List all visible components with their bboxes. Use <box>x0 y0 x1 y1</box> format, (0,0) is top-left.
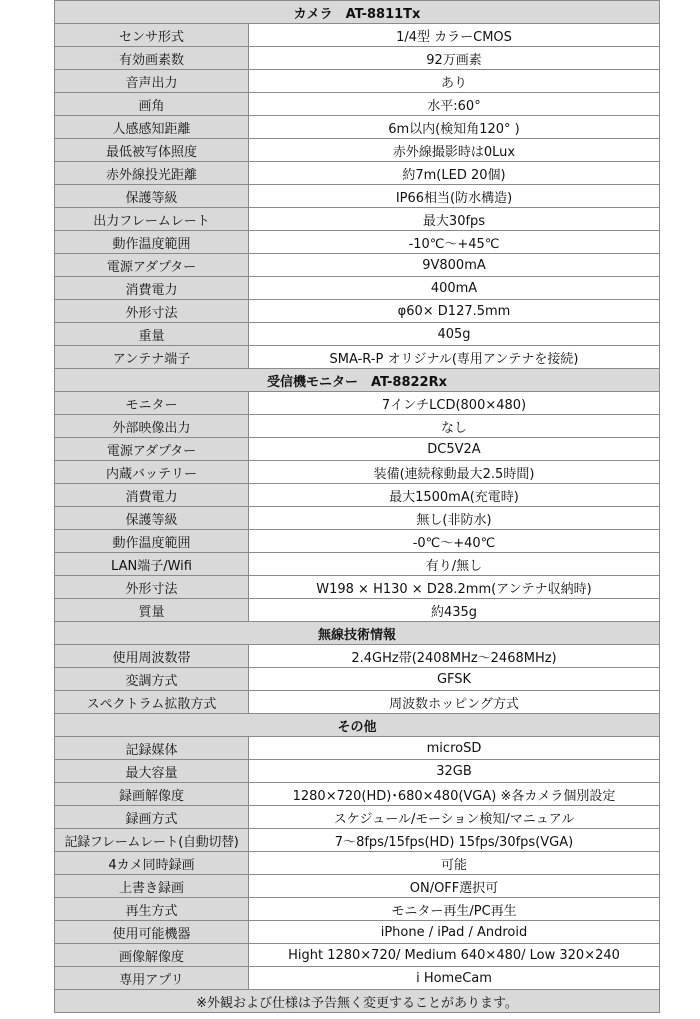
spec-row <box>55 967 660 990</box>
spec-label: アンテナ端子 <box>55 346 249 369</box>
footer-note: ※外観および仕様は予告無く変更することがあります。 <box>55 990 660 1013</box>
spec-row <box>55 185 660 208</box>
section-header-row <box>55 369 660 392</box>
spec-value: 405g <box>249 323 660 346</box>
spec-label: 保護等級 <box>55 507 249 530</box>
spec-row <box>55 599 660 622</box>
spec-row <box>55 323 660 346</box>
section-title: 受信機モニター AT-8822Rx <box>55 369 660 392</box>
spec-value: 可能 <box>249 852 660 875</box>
spec-row <box>55 921 660 944</box>
spec-label: 動作温度範囲 <box>55 231 249 254</box>
spec-value: 1280×720(HD)･680×480(VGA) ※各カメラ個別設定 <box>249 783 660 806</box>
spec-value: DC5V2A <box>249 438 660 461</box>
spec-row <box>55 507 660 530</box>
spec-value: -0℃～+40℃ <box>249 530 660 553</box>
spec-row <box>55 208 660 231</box>
spec-row <box>55 484 660 507</box>
spec-value: φ60× D127.5mm <box>249 300 660 323</box>
spec-value: 400mA <box>249 277 660 300</box>
spec-value: W198 × H130 × D28.2mm(アンテナ収納時) <box>249 576 660 599</box>
spec-row <box>55 162 660 185</box>
spec-value: 約435g <box>249 599 660 622</box>
spec-value: iPhone / iPad / Android <box>249 921 660 944</box>
spec-label: 記録媒体 <box>55 737 249 760</box>
spec-label: 上書き録画 <box>55 875 249 898</box>
spec-row <box>55 898 660 921</box>
spec-row <box>55 530 660 553</box>
spec-row <box>55 277 660 300</box>
spec-label: 有効画素数 <box>55 47 249 70</box>
spec-value: 92万画素 <box>249 47 660 70</box>
spec-value: 1/4型 カラーCMOS <box>249 24 660 47</box>
spec-row <box>55 875 660 898</box>
spec-label: 外部映像出力 <box>55 415 249 438</box>
spec-label: モニター <box>55 392 249 415</box>
spec-label: 外形寸法 <box>55 576 249 599</box>
spec-row <box>55 829 660 852</box>
section-title: カメラ AT-8811Tx <box>55 1 660 24</box>
spec-value: 有り/無し <box>249 553 660 576</box>
spec-table <box>54 0 660 1013</box>
spec-value: GFSK <box>249 668 660 691</box>
spec-value: 約7m(LED 20個) <box>249 162 660 185</box>
spec-label: 電源アダプター <box>55 254 249 277</box>
spec-value: 無し(非防水) <box>249 507 660 530</box>
spec-label: 人感感知距離 <box>55 116 249 139</box>
spec-label: 画角 <box>55 93 249 116</box>
spec-label: 外形寸法 <box>55 300 249 323</box>
spec-value: スケジュール/モーション検知/マニュアル <box>249 806 660 829</box>
spec-label: 画像解像度 <box>55 944 249 967</box>
spec-label: LAN端子/Wifi <box>55 553 249 576</box>
spec-row <box>55 461 660 484</box>
spec-label: 変調方式 <box>55 668 249 691</box>
spec-value: 2.4GHz帯(2408MHz～2468MHz) <box>249 645 660 668</box>
spec-value: あり <box>249 70 660 93</box>
spec-row <box>55 576 660 599</box>
spec-value: microSD <box>249 737 660 760</box>
spec-value: 最大30fps <box>249 208 660 231</box>
spec-table-body <box>55 1 660 1013</box>
spec-label: 録画方式 <box>55 806 249 829</box>
section-header-row <box>55 714 660 737</box>
spec-label: スペクトラム拡散方式 <box>55 691 249 714</box>
spec-value: Hight 1280×720/ Medium 640×480/ Low 320×240 <box>249 944 660 967</box>
spec-label: 出力フレームレート <box>55 208 249 231</box>
spec-label: 赤外線投光距離 <box>55 162 249 185</box>
spec-value: モニター再生/PC再生 <box>249 898 660 921</box>
spec-label: 動作温度範囲 <box>55 530 249 553</box>
spec-label: 記録フレームレート(自動切替) <box>55 829 249 852</box>
spec-row <box>55 760 660 783</box>
spec-row <box>55 553 660 576</box>
spec-value: 周波数ホッピング方式 <box>249 691 660 714</box>
spec-value: 9V800mA <box>249 254 660 277</box>
spec-row <box>55 944 660 967</box>
spec-label: 消費電力 <box>55 277 249 300</box>
spec-row <box>55 392 660 415</box>
spec-row <box>55 139 660 162</box>
spec-label: 電源アダプター <box>55 438 249 461</box>
spec-row <box>55 47 660 70</box>
spec-row <box>55 24 660 47</box>
spec-label: 消費電力 <box>55 484 249 507</box>
section-header-row <box>55 622 660 645</box>
spec-row <box>55 70 660 93</box>
spec-label: 録画解像度 <box>55 783 249 806</box>
spec-label: 4カメ同時録画 <box>55 852 249 875</box>
spec-label: 音声出力 <box>55 70 249 93</box>
spec-value: i HomeCam <box>249 967 660 990</box>
spec-value: 6m以内(検知角120° ) <box>249 116 660 139</box>
spec-row <box>55 668 660 691</box>
spec-row <box>55 438 660 461</box>
spec-value: 水平:60° <box>249 93 660 116</box>
spec-value: なし <box>249 415 660 438</box>
spec-value: SMA-R-P オリジナル(専用アンテナを接続) <box>249 346 660 369</box>
spec-row <box>55 346 660 369</box>
section-header-row <box>55 1 660 24</box>
spec-value: -10℃～+45℃ <box>249 231 660 254</box>
spec-row <box>55 415 660 438</box>
spec-value: 7インチLCD(800×480) <box>249 392 660 415</box>
spec-label: 質量 <box>55 599 249 622</box>
spec-value: 赤外線撮影時は0Lux <box>249 139 660 162</box>
section-title: 無線技術情報 <box>55 622 660 645</box>
spec-row <box>55 737 660 760</box>
spec-label: 保護等級 <box>55 185 249 208</box>
spec-value: 装備(連続稼動最大2.5時間) <box>249 461 660 484</box>
spec-value: 最大1500mA(充電時) <box>249 484 660 507</box>
spec-value: 32GB <box>249 760 660 783</box>
footer-row <box>55 990 660 1013</box>
spec-row <box>55 806 660 829</box>
spec-value: IP66相当(防水構造) <box>249 185 660 208</box>
spec-label: 重量 <box>55 323 249 346</box>
spec-value: ON/OFF選択可 <box>249 875 660 898</box>
spec-label: 最大容量 <box>55 760 249 783</box>
spec-label: 最低被写体照度 <box>55 139 249 162</box>
spec-label: センサ形式 <box>55 24 249 47</box>
spec-row <box>55 852 660 875</box>
spec-label: 専用アプリ <box>55 967 249 990</box>
spec-row <box>55 254 660 277</box>
spec-row <box>55 783 660 806</box>
spec-row <box>55 300 660 323</box>
spec-row <box>55 116 660 139</box>
spec-row <box>55 93 660 116</box>
spec-value: 7～8fps/15fps(HD) 15fps/30fps(VGA) <box>249 829 660 852</box>
spec-row <box>55 645 660 668</box>
spec-label: 使用周波数帯 <box>55 645 249 668</box>
spec-label: 使用可能機器 <box>55 921 249 944</box>
spec-row <box>55 691 660 714</box>
section-title: その他 <box>55 714 660 737</box>
spec-label: 再生方式 <box>55 898 249 921</box>
spec-row <box>55 231 660 254</box>
spec-label: 内蔵バッテリー <box>55 461 249 484</box>
